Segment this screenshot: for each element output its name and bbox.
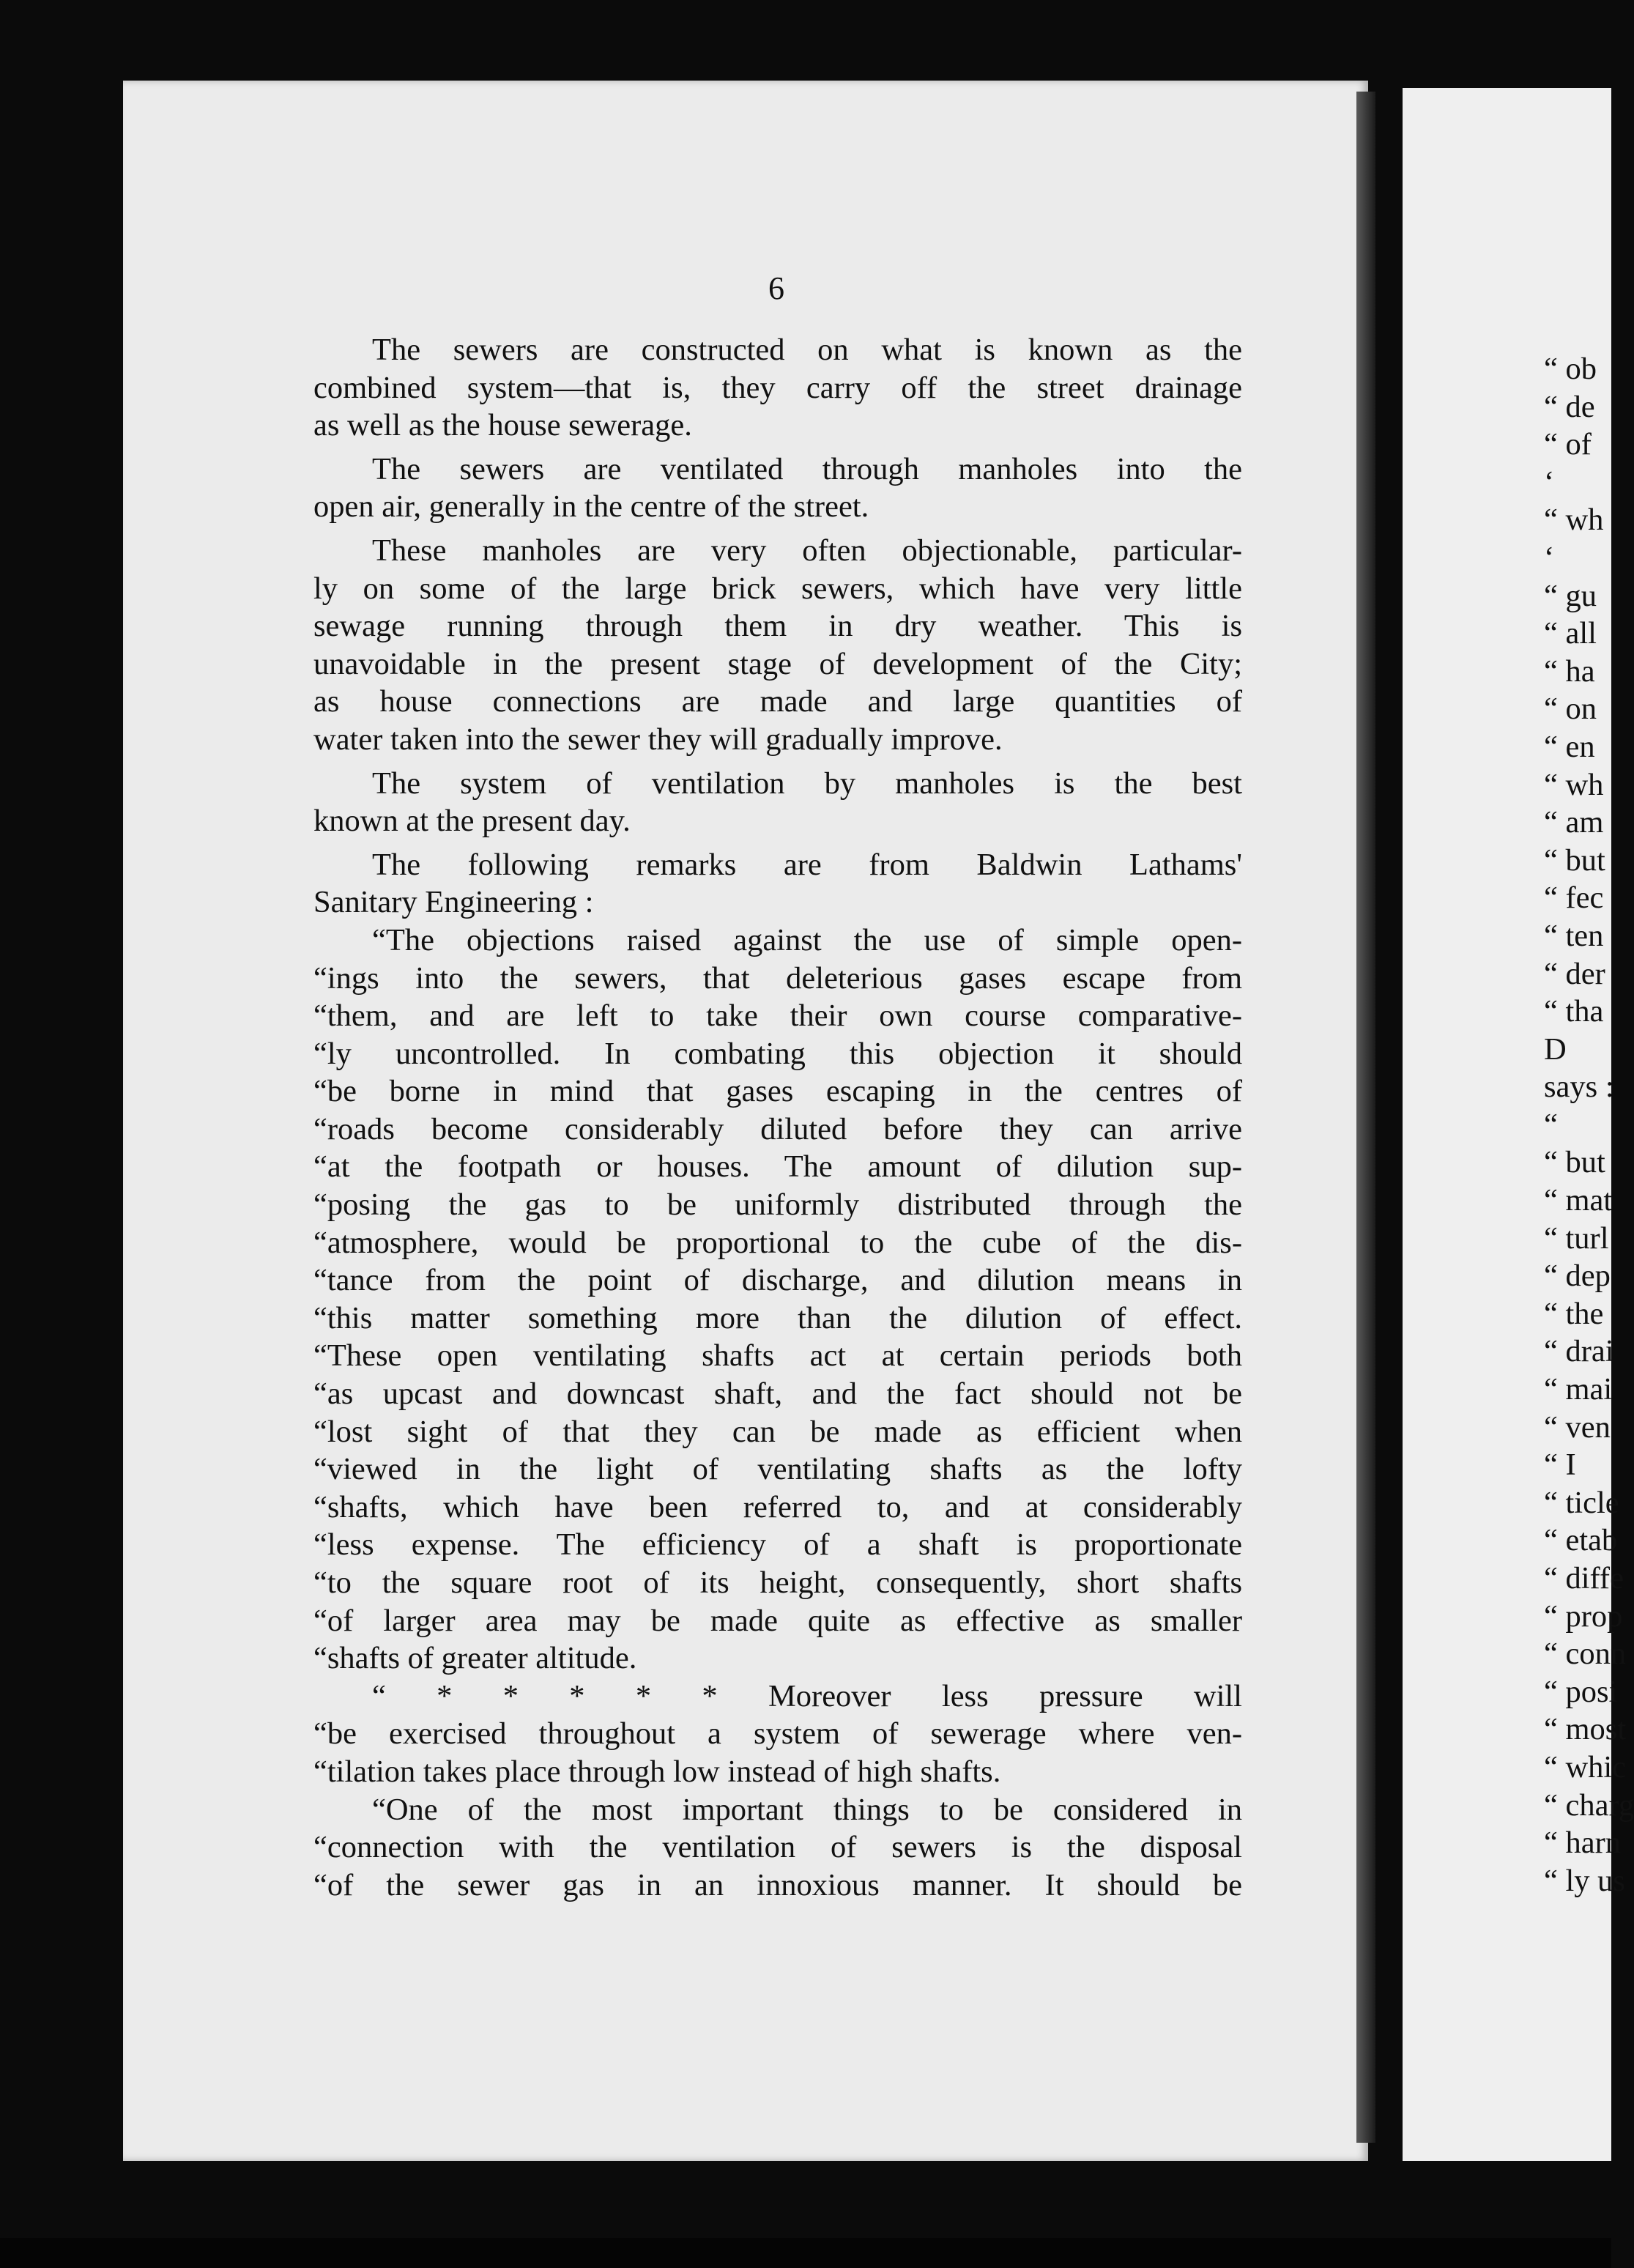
paragraph-gap bbox=[313, 840, 1242, 846]
text-line: “One of the most important things to be considered in bbox=[372, 1792, 1242, 1827]
paragraph-gap bbox=[313, 445, 1242, 451]
facing-text-line: “ mat bbox=[1544, 1183, 1613, 1218]
text-line: “connection with the ventilation of sewers is the disposal bbox=[313, 1830, 1242, 1865]
text-line: “this matter something more than the dilution of effect. bbox=[313, 1300, 1242, 1335]
text-line: known at the present day. bbox=[313, 804, 631, 839]
text-line: “shafts, which have been referred to, and at considerably bbox=[313, 1489, 1242, 1524]
facing-text-line: “ fec bbox=[1544, 881, 1604, 916]
text-line: “less expense. The efficiency of a shaft is proportionate bbox=[313, 1527, 1242, 1563]
text-line: “These open ventilating shafts act at certain periods both bbox=[313, 1338, 1242, 1374]
text-line: “ings into the sewers, that deleterious gases escape from bbox=[313, 960, 1242, 996]
facing-text-line: “ the bbox=[1544, 1296, 1604, 1331]
facing-text-line: “ gu bbox=[1544, 578, 1597, 613]
text-line: “roads become considerably diluted before they can arrive bbox=[313, 1111, 1242, 1146]
text-line: “be exercised throughout a system of sewerage where ven- bbox=[313, 1716, 1242, 1752]
facing-text-line: “ posi bbox=[1544, 1674, 1618, 1709]
facing-text-line: ‘ bbox=[1544, 464, 1555, 500]
facing-text-line: “ etab bbox=[1544, 1523, 1618, 1558]
facing-text-line: “ wh bbox=[1544, 767, 1604, 802]
text-line: “viewed in the light of ventilating shafts as the lofty bbox=[313, 1452, 1242, 1487]
facing-text-line: “ I bbox=[1544, 1448, 1576, 1483]
paragraph-gap bbox=[313, 526, 1242, 532]
scan-border bbox=[0, 2238, 1611, 2268]
facing-text-line: “ ob bbox=[1544, 352, 1597, 386]
text-line: as house connections are made and large quantities of bbox=[313, 684, 1242, 719]
text-line: “lost sight of that they can be made as efficient when bbox=[313, 1414, 1242, 1449]
text-line: “atmosphere, would be proportional to the cube of the dis- bbox=[313, 1225, 1242, 1260]
text-line: “ly uncontrolled. In combating this objection it should bbox=[313, 1036, 1242, 1071]
facing-text-line: “ mai bbox=[1544, 1372, 1613, 1407]
facing-text-line: “ charg bbox=[1544, 1787, 1634, 1823]
text-line: “to the square root of its height, consequently, short shafts bbox=[313, 1565, 1242, 1600]
text-line: “The objections raised against the use of simple open- bbox=[372, 922, 1242, 957]
text-line: “at the footpath or houses. The amount of dilution sup- bbox=[313, 1149, 1242, 1185]
text-line: unavoidable in the present stage of development of the City; bbox=[313, 646, 1242, 681]
text-line: The following remarks are from Baldwin Lathams' bbox=[372, 847, 1242, 882]
facing-text-line: “ harn bbox=[1544, 1826, 1622, 1861]
facing-text-line: “ ticle bbox=[1544, 1485, 1619, 1520]
facing-text-line: “ am bbox=[1544, 805, 1604, 840]
facing-text-line: “ but bbox=[1544, 1145, 1605, 1180]
text-line: “tance from the point of discharge, and dilution means in bbox=[313, 1263, 1242, 1298]
text-line: water taken into the sewer they will gradually improve. bbox=[313, 722, 1003, 757]
text-line: open air, generally in the centre of the street. bbox=[313, 489, 869, 525]
facing-text-line: “ en bbox=[1544, 729, 1595, 764]
facing-text-line: ‘ bbox=[1544, 540, 1555, 575]
facing-text-line: “ wh bbox=[1544, 503, 1604, 538]
facing-text-line: “ on bbox=[1544, 692, 1597, 727]
text-line: “ * * * * * Moreover less pressure will bbox=[372, 1678, 1242, 1713]
text-line: “posing the gas to be uniformly distributed through the bbox=[313, 1187, 1242, 1223]
text-line: as well as the house sewerage. bbox=[313, 408, 692, 443]
facing-text-line: “ whic bbox=[1544, 1749, 1627, 1785]
text-line: “them, and are left to take their own course comparative- bbox=[313, 998, 1242, 1034]
text-line: The sewers are ventilated through manholes into the bbox=[372, 451, 1242, 486]
facing-text-line: “ der bbox=[1544, 956, 1605, 991]
text-line: “be borne in mind that gases escaping in the centres of bbox=[313, 1074, 1242, 1109]
facing-text-line: D bbox=[1544, 1031, 1567, 1067]
facing-text-line: “ ten bbox=[1544, 918, 1604, 953]
facing-text-line: says : bbox=[1544, 1070, 1614, 1105]
paragraph-gap bbox=[313, 759, 1242, 765]
text-line: “of the sewer gas in an innoxious manner. It should be bbox=[313, 1867, 1242, 1902]
facing-text-line: “ ven bbox=[1544, 1409, 1611, 1445]
facing-text-line: “ conn bbox=[1544, 1637, 1627, 1672]
facing-text-line: “ turl bbox=[1544, 1220, 1609, 1256]
page-body-text bbox=[313, 331, 1242, 1904]
text-line: “as upcast and downcast shaft, and the fact should not be bbox=[313, 1376, 1242, 1412]
facing-text-line: “ de bbox=[1544, 389, 1595, 424]
text-line: The system of ventilation by manholes is the best bbox=[372, 766, 1242, 801]
facing-text-line: “ drai bbox=[1544, 1334, 1614, 1369]
facing-text-line: “ all bbox=[1544, 616, 1597, 651]
page-number: 6 bbox=[768, 270, 784, 306]
facing-text-line: “ bbox=[1544, 1107, 1558, 1142]
text-line: “tilation takes place through low instead of high shafts. bbox=[313, 1754, 1001, 1789]
text-line: Sanitary Engineering : bbox=[313, 885, 594, 920]
text-line: These manholes are very often objectionable, particular- bbox=[372, 533, 1242, 568]
facing-text-line: “ dep bbox=[1544, 1259, 1611, 1294]
text-line: “of larger area may be made quite as effective as smaller bbox=[313, 1603, 1242, 1638]
book-gutter bbox=[1356, 92, 1375, 2143]
text-line: The sewers are constructed on what is known as the bbox=[372, 333, 1242, 367]
facing-text-line: “ prop bbox=[1544, 1598, 1623, 1634]
facing-text-line: “ ly us bbox=[1544, 1863, 1625, 1898]
text-line: ly on some of the large brick sewers, which have very little bbox=[313, 571, 1242, 606]
facing-text-line: “ but bbox=[1544, 842, 1605, 878]
text-line: “shafts of greater altitude. bbox=[313, 1641, 637, 1676]
text-line: combined system—that is, they carry off the street drainage bbox=[313, 370, 1242, 405]
facing-text-line: “ diffe bbox=[1544, 1561, 1624, 1596]
facing-text-line: “ ha bbox=[1544, 653, 1595, 689]
facing-text-line: “ tha bbox=[1544, 994, 1604, 1029]
facing-text-line: “ of bbox=[1544, 427, 1592, 462]
facing-text-line: “ most bbox=[1544, 1712, 1627, 1747]
text-line: sewage running through them in dry weather. This is bbox=[313, 609, 1242, 644]
facing-page-text bbox=[1544, 350, 1634, 1900]
